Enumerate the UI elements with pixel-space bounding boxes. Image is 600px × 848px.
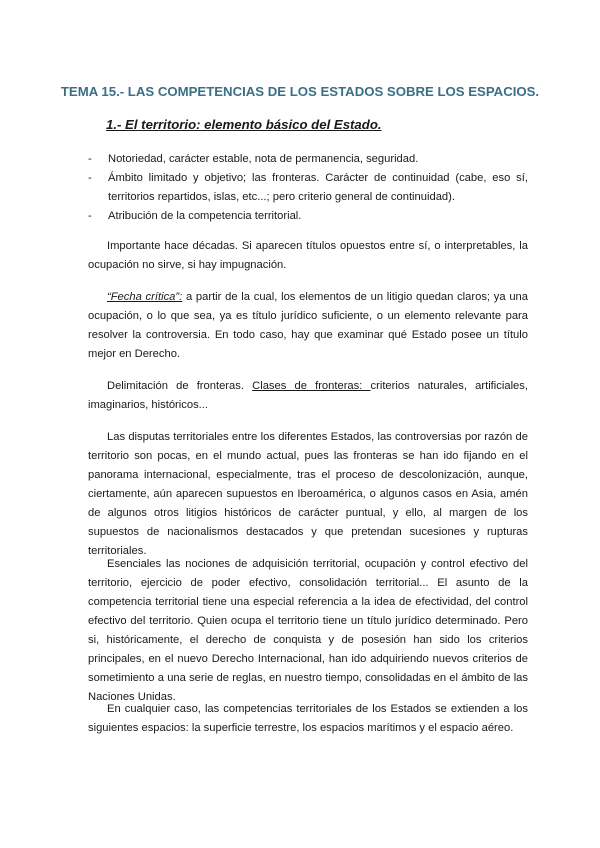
paragraph-spaces: En cualquier caso, las competencias territoriales de los Estados se extienden a los siguientes espacios: la superficie terrestre, los espacios marítimos y el espacio aéreo. — [88, 703, 528, 734]
list-item-text: Atribución de la competencia territorial. — [108, 210, 302, 222]
bullet-dash: - — [88, 210, 92, 222]
paragraph-importance: Importante hace décadas. Si aparecen títulos opuestos entre sí, o interpretables, la ocupación no sirve, si hay impugnación. — [88, 240, 528, 271]
critical-date-label: “Fecha crítica”: — [107, 291, 183, 303]
list-item — [88, 207, 528, 226]
bullet-list — [88, 150, 528, 226]
bullet-dash: - — [88, 153, 92, 165]
list-item — [88, 169, 528, 207]
paragraph-borders — [88, 377, 528, 415]
borders-label: Clases de fronteras: — [252, 380, 371, 392]
section-heading: 1.- El territorio: elemento básico del Estado. — [106, 117, 382, 132]
paragraph-acquisition: Esenciales las nociones de adquisición territorial, ocupación y control efectivo del territorio, ejercicio de poder efectivo, consolidación territorial... El asunto de la competencia territorial tiene una especial referencia a la idea de efectividad, del control efectivo del territorio. Quien ocupa el territorio tiene un título jurídico determinado. Pero si, históricamente, el derecho de conquista y de posesión han sido los criterios principales, en el nuevo Derecho Internacional, han ido adquiriendo nuevos criterios de sometimiento a una serie de reglas, en nuestro tiempo, consolidadas en el ámbito de las Naciones Unidas. — [88, 558, 528, 703]
critical-date-text: a partir de la cual, los elementos de un litigio quedan claros; ya una ocupación, o lo que sea, ya es título jurídico suficiente, o un elemento relevante para resolver la controversia. En todo caso, hay que examinar qué Estado posee un título mejor en Derecho. — [88, 291, 528, 360]
list-item — [88, 150, 528, 169]
paragraph-disputes: Las disputas territoriales entre los diferentes Estados, las controversias por razón de territorio son pocas, en el mundo actual, pues las fronteras se han ido fijando en el panorama internacional, especialmente, tras el proceso de descolonización, aunque, ciertamente, aún aparecen supuestos en Iberoamérica, o algunos casos en Asia, amén de algunos otros litigios históricos de carácter puntual, y ello, al margen de los supuestos de nacionalismos destacados y que pretendan sucesiones y rupturas territoriales. — [88, 431, 528, 557]
list-item-text: Notoriedad, carácter estable, nota de permanencia, seguridad. — [108, 153, 419, 165]
borders-text: criterios naturales, artificiales, imaginarios, históricos... — [88, 380, 528, 411]
document-title: TEMA 15.- LAS COMPETENCIAS DE LOS ESTADOS SOBRE LOS ESPACIOS. — [60, 84, 540, 99]
list-item-text: Ámbito limitado y objetivo; las fronteras. Carácter de continuidad (cabe, eso sí, territorios repartidos, islas, etc...; pero criterio general de continuidad). — [108, 172, 528, 203]
borders-intro: Delimitación de fronteras. — [107, 380, 253, 392]
paragraph-critical-date — [88, 288, 528, 364]
bullet-dash: - — [88, 172, 92, 184]
